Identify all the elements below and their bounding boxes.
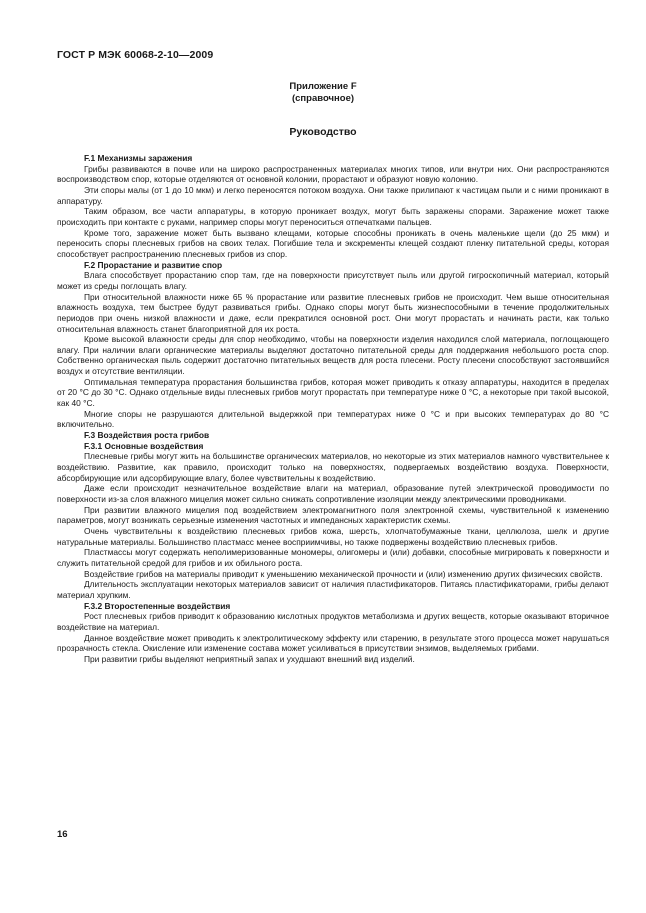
page-number: 16: [57, 829, 68, 840]
section-heading: F.2 Прорастание и развитие спор: [84, 259, 223, 270]
paragraph: Влага способствует прорастанию спор там, где на поверхности присутствует пыль или другой гигроскопичный материал, который может из среды поглощать влагу.: [57, 270, 609, 291]
paragraph: Кроме высокой влажности среды для спор необходимо, чтобы на поверхности изделия находился слой материала, поглощающего влагу. При наличии влаги органические материалы выделяют достаточно питательной среды для поддержания небольшого роста спор. Собственно органическая пыль содержит достаточно питательных веществ для роста плесени. Росту плесени способствуют застоявшийся воздух и отсутствие вентиляции.: [57, 334, 609, 377]
paragraph: Грибы развиваются в почве или на широко распространенных материалах многих типов, или внутри них. Они распространяются воспроизводством спор, которые отделяются от основной колонии, прорастают и образуют новую колонию.: [57, 163, 609, 185]
paragraph: Пластмассы могут содержать неполимеризованные мономеры, олигомеры и (или) добавки, способные мигрировать к поверхности и служить питательной средой для грибов и их обильного роста.: [57, 547, 609, 568]
body-text: [57, 153, 609, 665]
annex-heading: [0, 81, 646, 105]
paragraph: Оптимальная температура прорастания большинства грибов, которая может приводить к отказу аппаратуры, находится в пределах от 20 °С до 30 °С. Однако отдельные виды плесневых грибов могут прорастать при температуре ниже 0 °С, а некоторые при такой высокой, как 40 °С.: [57, 376, 609, 409]
paragraph: Эти споры малы (от 1 до 10 мкм) и легко переносятся потоком воздуха. Они также прилипают к частицам пыли и с ними проникают в аппаратуру.: [57, 184, 609, 206]
standard-header: ГОСТ Р МЭК 60068-2-10—2009: [57, 49, 214, 61]
paragraph: Очень чувствительны к воздействию плесневых грибов кожа, шерсть, хлопчатобумажные ткани, целлюлоза, шелк и другие натуральные материалы. Большинство пластмасс менее восприимчивы, но также подвержены воздействию плесневых грибов.: [57, 525, 609, 547]
paragraph: Длительность эксплуатации некоторых материалов зависит от наличия пластификаторов. Питаясь пластификаторами, грибы делают материал хрупким.: [57, 579, 609, 600]
paragraph: Плесневые грибы могут жить на большинстве органических материалов, но некоторые из этих материалов намного чувствительнее к воздействию. Развитие, как правило, происходит только на поверхностях, подвергаемых воздействию воздуха. Поверхности, абсорбирующие или адсорбирующие влагу, более чувствительны к воздействию.: [57, 451, 609, 483]
annex-type: (справочное): [291, 93, 355, 104]
section-heading: F.3 Воздействия роста грибов: [84, 430, 210, 441]
paragraph: Даже если происходит незначительное воздействие влаги на материал, образование путей электрической проводимости по поверхности из-за слоя влажного мицелия может сильно снижать сопротивление изоляции между электрическими проводниками.: [57, 483, 609, 504]
section-heading: F.1 Механизмы заражения: [84, 153, 193, 163]
paragraph: Воздействие грибов на материалы приводит к уменьшению механической прочности и (или) изменению других физических свойств.: [84, 568, 603, 579]
paragraph: Рост плесневых грибов приводит к образованию кислотных продуктов метаболизма и других веществ, которые оказывают вторичное воздействие на материал.: [57, 611, 609, 632]
paragraph: При развитии влажного мицелия под воздействием электромагнитного поля электронной схемы, чувствительной к изменению параметров, могут возникать серьезные изменения частотных и импедансных характеристик схемы.: [57, 504, 609, 526]
paragraph: При относительной влажности ниже 65 % прорастание или развитие плесневых грибов не происходит. Чем выше относительная влажность воздуха, тем быстрее будут развиваться грибы. Однако споры могут быть жизнеспособными в течение продолжительных периодов при очень низкой влажности и даже, если прекратился основной рост. Они могут прорастать и начинать расти, как только относительная влажность станет благоприятной для их роста.: [57, 291, 609, 334]
paragraph: Многие споры не разрушаются длительной выдержкой при температурах ниже 0 °С и при высоких температурах до 80 °С включительно.: [57, 408, 609, 430]
section-heading: F.3.1 Основные воздействия: [84, 440, 204, 451]
paragraph: При развитии грибы выделяют неприятный запах и ухудшают внешний вид изделий.: [84, 653, 415, 664]
section-heading: F.3.2 Второстепенные воздействия: [84, 600, 231, 611]
paragraph: Данное воздействие может приводить к электролитическому эффекту или старению, в результате этого процесса может нарушаться прозрачность стекла. Окисление или изменение состава может усиливаться в присутствии энзимов, выделяемых грибами.: [57, 632, 609, 654]
annex-label: Приложение F: [289, 81, 357, 92]
paragraph: Кроме того, заражение может быть вызвано клещами, которые способны проникать в очень маленькие щели (до 25 мкм) и переносить споры плесневых грибов на своих телах. Погибшие тела и экскременты клещей создают пленку питательной среды, которая способствует распространению плесневых грибов из спор.: [57, 227, 609, 259]
section-title: Руководство: [289, 126, 357, 138]
paragraph: Таким образом, все части аппаратуры, в которую проникает воздух, могут быть заражены спорами. Заражение может также происходить при контакте с руками, например споры могут переноситься отпечатками пальцев.: [57, 206, 609, 227]
